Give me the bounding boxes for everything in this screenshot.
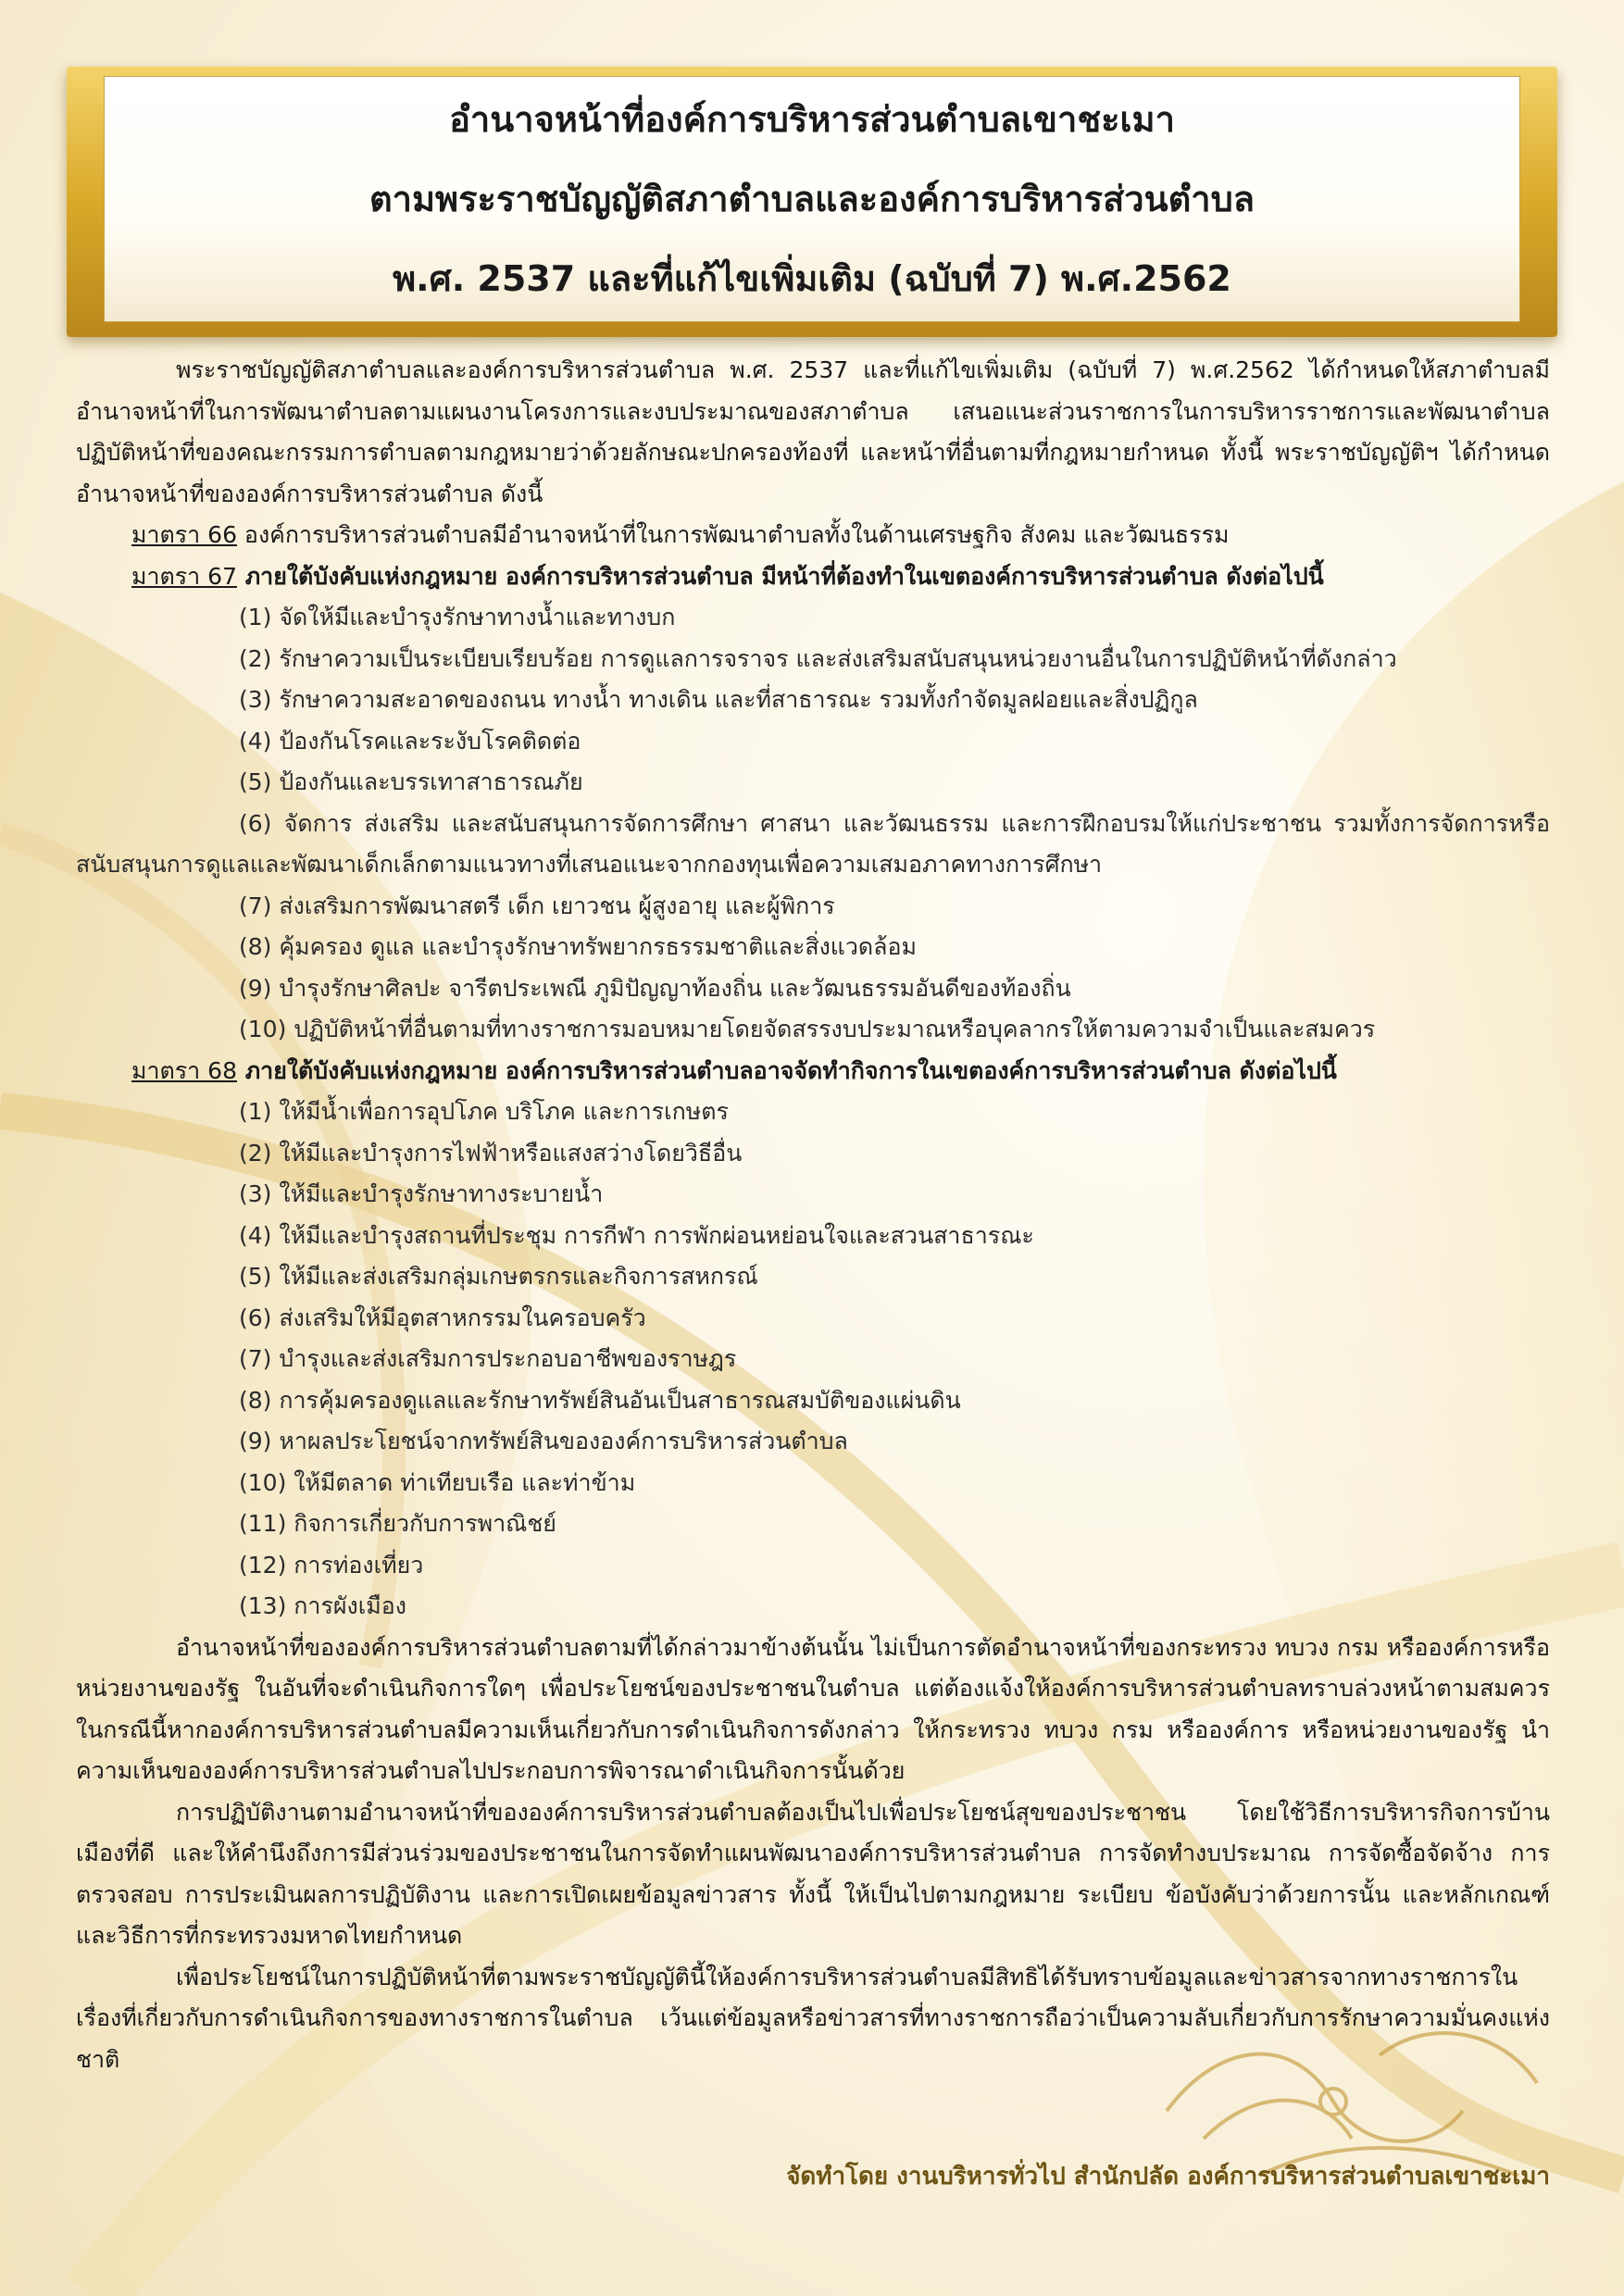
- section-68-item: (10) ให้มีตลาด ท่าเทียบเรือ และท่าข้าม: [239, 1468, 636, 1496]
- section-67-item: (2) รักษาความเป็นระเบียบเรียบร้อย การดูแลการจราจร และส่งเสริมสนับสนุนหน่วยงานอื่นในการปฏิบัติหน้าที่ดังกล่าว: [239, 644, 1397, 672]
- title-line-3: พ.ศ. 2537 และที่แก้ไขเพิ่มเติม (ฉบับที่ 7) พ.ศ.2562: [393, 258, 1231, 299]
- section-67-item: (3) รักษาความสะอาดของถนน ทางน้ำ ทางเดิน และที่สาธารณะ รวมทั้งกำจัดมูลฝอยและสิ่งปฏิกูล: [239, 686, 1198, 713]
- section-68-number: มาตรา 68: [131, 1056, 237, 1084]
- section-66-text: องค์การบริหารส่วนตำบลมีอำนาจหน้าที่ในการพัฒนาตำบลทั้งในด้านเศรษฐกิจ สังคม และวัฒนธรรม: [236, 521, 1230, 548]
- section-67-number: มาตรา 67: [131, 562, 237, 590]
- section-67-item: (7) ส่งเสริมการพัฒนาสตรี เด็ก เยาวชน ผู้สูงอายุ และผู้พิการ: [239, 892, 835, 919]
- section-68-text: ภายใต้บังคับแห่งกฎหมาย องค์การบริหารส่วนตำบลอาจจัดทำกิจการในเขตองค์การบริหารส่วนตำบล ดังต่อไปนี้: [236, 1056, 1337, 1084]
- section-68-item: (3) ให้มีและบำรุงรักษาทางระบายน้ำ: [239, 1180, 604, 1207]
- section-68-item: (12) การท่องเที่ยว: [239, 1551, 424, 1578]
- section-68-item: (11) กิจการเกี่ยวกับการพาณิชย์: [239, 1510, 556, 1537]
- section-68-item: (13) การผังเมือง: [239, 1592, 406, 1619]
- section-68-item: (5) ให้มีและส่งเสริมกลุ่มเกษตรกรและกิจการสหกรณ์: [239, 1263, 758, 1290]
- section-67-item: (5) ป้องกันและบรรเทาสาธารณภัย: [239, 768, 583, 795]
- intro-paragraph: พระราชบัญญัติสภาตำบลและองค์การบริหารส่วนตำบล พ.ศ. 2537 และที่แก้ไขเพิ่มเติม (ฉบับที่ 7) พ.ศ.2562 ได้กำหนดให้สภาตำบลมีอำนาจหน้าที่ในการพัฒนาตำบลตามแผนงานโครงการและงบประมาณของสภาตำบล เสนอแนะส่วนราชการในการบริหารราชการและพัฒนาตำบล ปฏิบัติหน้าที่ของคณะกรรมการตำบลตามกฎหมายว่าด้วยลักษณะปกครองท้องที่ และหน้าที่อื่นตามที่กฎหมายกำหนด ทั้งนี้ พระราชบัญญัติฯ ได้กำหนดอำนาจหน้าที่ขององค์การบริหารส่วนตำบล ดังนี้: [76, 356, 1550, 507]
- section-68-item: (9) หาผลประโยชน์จากทรัพย์สินขององค์การบริหารส่วนตำบล: [239, 1428, 848, 1454]
- section-66-number: มาตรา 66: [131, 521, 237, 548]
- section-68-item: (6) ส่งเสริมให้มีอุตสาหกรรมในครอบครัว: [239, 1304, 646, 1331]
- section-67-item: (4) ป้องกันโรคและระงับโรคติดต่อ: [239, 727, 581, 755]
- section-68-item: (8) การคุ้มครองดูแลและรักษาทรัพย์สินอันเป็นสาธารณสมบัติของแผ่นดิน: [239, 1386, 961, 1414]
- scope-paragraph: อำนาจหน้าที่ขององค์การบริหารส่วนตำบลตามที่ได้กล่าวมาข้างต้นนั้น ไม่เป็นการตัดอำนาจหน้าที่ของกระทรวง ทบวง กรม หรือองค์การหรือหน่วยงานของรัฐ ในอันที่จะดำเนินกิจการใดๆ เพื่อประโยชน์ของประชาชนในตำบล แต่ต้องแจ้งให้องค์การบริหารส่วนตำบลทราบล่วงหน้าตามสมควร ในกรณีนี้หากองค์การบริหารส่วนตำบลมีความเห็นเกี่ยวกับการดำเนินกิจการดังกล่าว ให้กระทรวง ทบวง กรม หรือองค์การ หรือหน่วยงานของรัฐ นำความเห็นขององค์การบริหารส่วนตำบลไปประกอบการพิจารณาดำเนินกิจการนั้นด้วย: [76, 1633, 1550, 1784]
- title-banner-panel: [104, 76, 1520, 322]
- section-66: [76, 515, 1550, 556]
- section-68-item: (7) บำรุงและส่งเสริมการประกอบอาชีพของราษฎร: [239, 1345, 737, 1372]
- section-67: [76, 556, 1550, 598]
- section-68-item: (4) ให้มีและบำรุงสถานที่ประชุม การกีฬา การพักผ่อนหย่อนใจและสวนสาธารณะ: [239, 1221, 1034, 1249]
- section-68-item: (1) ให้มีน้ำเพื่อการอุปโภค บริโภค และการเกษตร: [239, 1098, 729, 1125]
- section-67-item: (1) จัดให้มีและบำรุงรักษาทางน้ำและทางบก: [239, 604, 676, 630]
- governance-paragraph: การปฏิบัติงานตามอำนาจหน้าที่ขององค์การบริหารส่วนตำบลต้องเป็นไปเพื่อประโยชน์สุขของประชาชน โดยใช้วิธีการบริหารกิจการบ้านเมืองที่ดี และให้คำนึงถึงการมีส่วนร่วมของประชาชนในการจัดทำแผนพัฒนาองค์การบริหารส่วนตำบล การจัดทำงบประมาณ การจัดซื้อจัดจ้าง การตรวจสอบ การประเมินผลการปฏิบัติงาน และการเปิดเผยข้อมูลข่าวสาร ทั้งนี้ ให้เป็นไปตามกฎหมาย ระเบียบ ข้อบังคับว่าด้วยการนั้น และหลักเกณฑ์และวิธีการที่กระทรวงมหาดไทยกำหนด: [76, 1798, 1550, 1949]
- section-68-item: (2) ให้มีและบำรุงการไฟฟ้าหรือแสงสว่างโดยวิธีอื่น: [239, 1139, 743, 1167]
- section-67-item: (9) บำรุงรักษาศิลปะ จารีตประเพณี ภูมิปัญญาท้องถิ่น และวัฒนธรรมอันดีของท้องถิ่น: [239, 974, 1071, 1002]
- section-68: [76, 1051, 1550, 1092]
- information-rights-paragraph: เพื่อประโยชน์ในการปฏิบัติหน้าที่ตามพระราชบัญญัตินี้ให้องค์การบริหารส่วนตำบลมีสิทธิได้รับทราบข้อมูลและข่าวสารจากทางราชการในเรื่องที่เกี่ยวกับการดำเนินกิจการของทางราชการในตำบล เว้นแต่ข้อมูลหรือข่าวสารที่ทางราชการถือว่าเป็นความลับเกี่ยวกับการรักษาความมั่นคงแห่งชาติ: [76, 1963, 1550, 2073]
- title-banner: [67, 67, 1557, 337]
- document-body: [76, 350, 1550, 2080]
- title-line-2: ตามพระราชบัญญัติสภาตำบลและองค์การบริหารส่วนตำบล: [369, 179, 1255, 219]
- section-67-item: (10) ปฏิบัติหน้าที่อื่นตามที่ทางราชการมอบหมายโดยจัดสรรงบประมาณหรือบุคลากรให้ตามความจำเป็นและสมควร: [239, 1016, 1376, 1042]
- title-line-1: อำนาจหน้าที่องค์การบริหารส่วนตำบลเขาชะเมา: [449, 99, 1175, 140]
- prepared-by-credit: จัดทำโดย งานบริหารทั่วไป สำนักปลัด องค์การบริหารส่วนตำบลเขาชะเมา: [786, 2163, 1550, 2190]
- section-67-item: (8) คุ้มครอง ดูแล และบำรุงรักษาทรัพยากรธรรมชาติและสิ่งแวดล้อม: [239, 933, 917, 960]
- section-67-item: (6) จัดการ ส่งเสริม และสนับสนุนการจัดการศึกษา ศาสนา และวัฒนธรรม และการฝึกอบรมให้แก่ประชาชน รวมทั้งการจัดการหรือสนับสนุนการดูแลและพัฒนาเด็กเล็กตามแนวทางที่เสนอแนะจากกองทุนเพื่อความเสมอภาคทางการศึกษา: [76, 809, 1550, 878]
- section-67-text: ภายใต้บังคับแห่งกฎหมาย องค์การบริหารส่วนตำบล มีหน้าที่ต้องทำในเขตองค์การบริหารส่วนตำบล ดังต่อไปนี้: [236, 562, 1324, 590]
